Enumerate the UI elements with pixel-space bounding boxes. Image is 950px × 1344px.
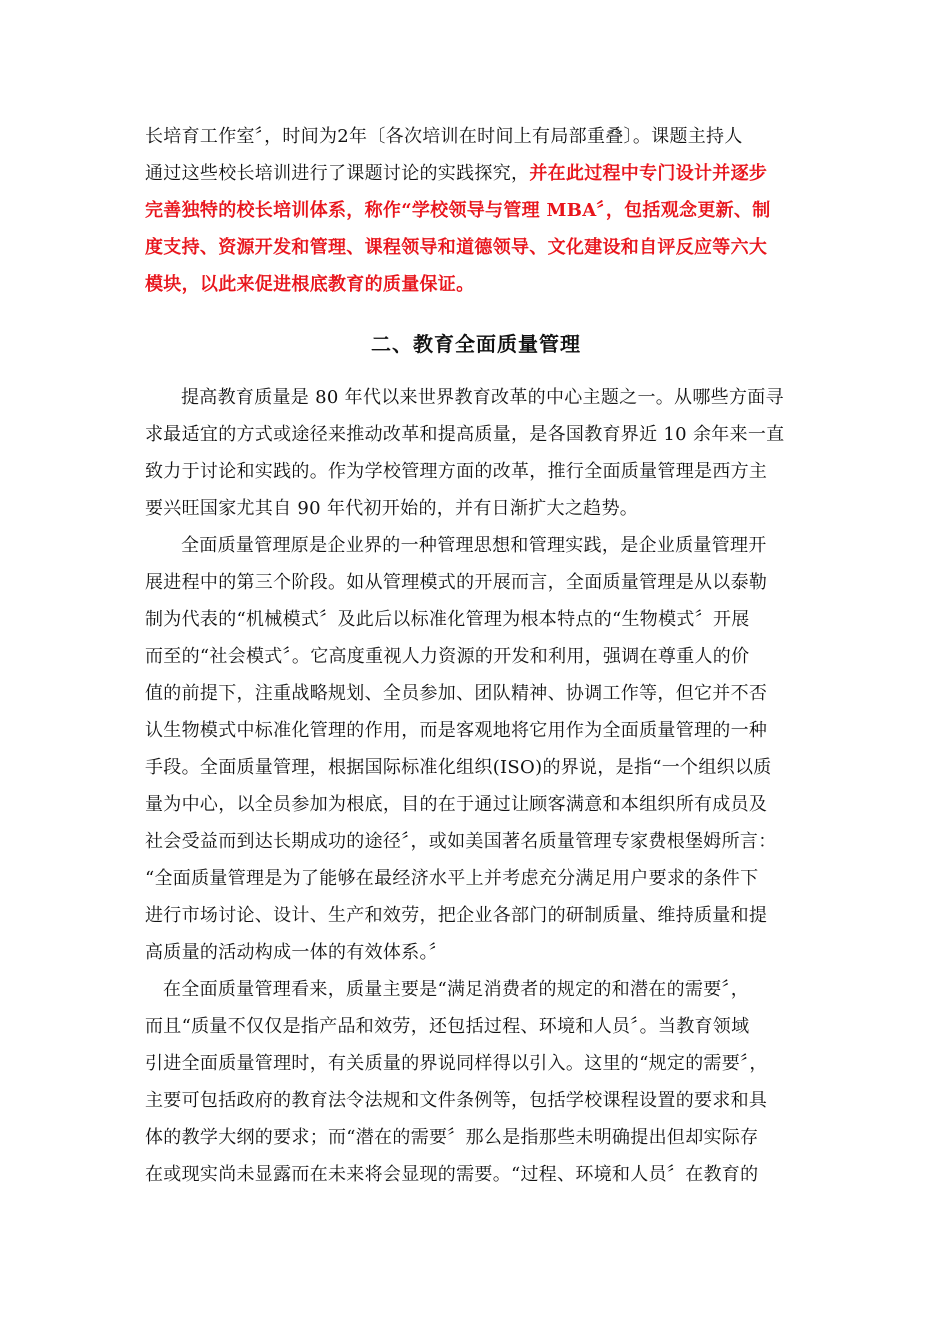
text-line: 高质量的活动构成一体的有效体系。〞 <box>145 942 448 963</box>
text-line: 进行市场讨论、设计、生产和效劳，把企业各部门的研制质量、维持质量和提 <box>145 905 768 926</box>
text-line: 体的教学大纲的要求；而“潜在的需要〞那么是指那些未明确提出但却实际存 <box>145 1127 759 1148</box>
text-line: 制为代表的“机械模式〞及此后以标准化管理为根本特点的“生物模式〞开展 <box>145 609 750 630</box>
text-line: 全面质量管理原是企业界的一种管理思想和管理实践，是企业质量管理开 <box>181 535 767 556</box>
text-span: 长培育工作室〞，时间为2年〔各次培训在时间上有局部重叠〕。课题主持人 <box>145 126 743 147</box>
text-line: 社会受益而到达长期成功的途径〞，或如美国著名质量管理专家费根堡姆所言： <box>145 831 777 852</box>
highlighted-line: 模块，以此来促进根底教育的质量保证。 <box>145 274 475 295</box>
text-line: 致力于讨论和实践的。作为学校管理方面的改革，推行全面质量管理是西方主 <box>145 461 768 482</box>
text-line: 在全面质量管理看来，质量主要是“满足消费者的规定的和潜在的需要〞， <box>163 979 750 1000</box>
text-line <box>145 118 807 155</box>
highlighted-text: 并在此过程中专门设计并逐步 <box>529 163 768 184</box>
text-span: 通过这些校长培训进行了课题讨论的实践探究， <box>145 163 530 184</box>
text-line: 提高教育质量是 80 年代以来世界教育改革的中心主题之一。从哪些方面寻 <box>181 387 784 408</box>
text-line: 认生物模式中标准化管理的作用，而是客观地将它用作为全面质量管理的一种 <box>145 720 768 741</box>
text-line: 而至的“社会模式〞。它高度重视人力资源的开发和利用，强调在尊重人的价 <box>145 646 750 667</box>
text-line <box>145 155 807 192</box>
text-line: 主要可包括政府的教育法令法规和文件条例等，包括学校课程设置的要求和具 <box>145 1090 768 1111</box>
text-line: 值的前提下，注重战略规划、全员参加、团队精神、协调工作等，但它并不否 <box>145 683 768 704</box>
text-line: 展进程中的第三个阶段。如从管理模式的开展而言，全面质量管理是从以泰勒 <box>145 572 768 593</box>
text-line: 求最适宜的方式或途径来推动改革和提高质量，是各国教育界近 10 余年来一直 <box>145 424 785 445</box>
intro-paragraph <box>145 118 807 303</box>
paragraph-2 <box>145 527 807 971</box>
text-line: “全面质量管理是为了能够在最经济水平上并考虑充分满足用户要求的条件下 <box>145 868 759 889</box>
text-line: 在或现实尚未显露而在未来将会显现的需要。“过程、环境和人员〞在教育的 <box>145 1164 759 1185</box>
text-line: 量为中心，以全员参加为根底，目的在于通过让顾客满意和本组织所有成员及 <box>145 794 768 815</box>
paragraph-1 <box>145 379 807 527</box>
text-line: 要兴旺国家尤其自 90 年代初开始的，并有日渐扩大之趋势。 <box>145 498 639 519</box>
highlighted-line: 度支持、资源开发和管理、课程领导和道德领导、文化建设和自评反应等六大 <box>145 237 768 258</box>
paragraph-3 <box>145 971 807 1193</box>
highlighted-line: 完善独特的校长培训体系，称作“学校领导与管理 MBA〞，包括观念更新、制 <box>145 200 771 221</box>
text-line: 引进全面质量管理时，有关质量的界说同样得以引入。这里的“规定的需要〞， <box>145 1053 768 1074</box>
text-line: 而且“质量不仅仅是指产品和效劳，还包括过程、环境和人员〞。当教育领域 <box>145 1016 750 1037</box>
section-heading: 二、教育全面质量管理 <box>371 332 581 356</box>
document-page <box>145 118 807 1193</box>
text-line: 手段。全面质量管理，根据国际标准化组织(ISO)的界说，是指“一个组织以质 <box>145 757 772 778</box>
